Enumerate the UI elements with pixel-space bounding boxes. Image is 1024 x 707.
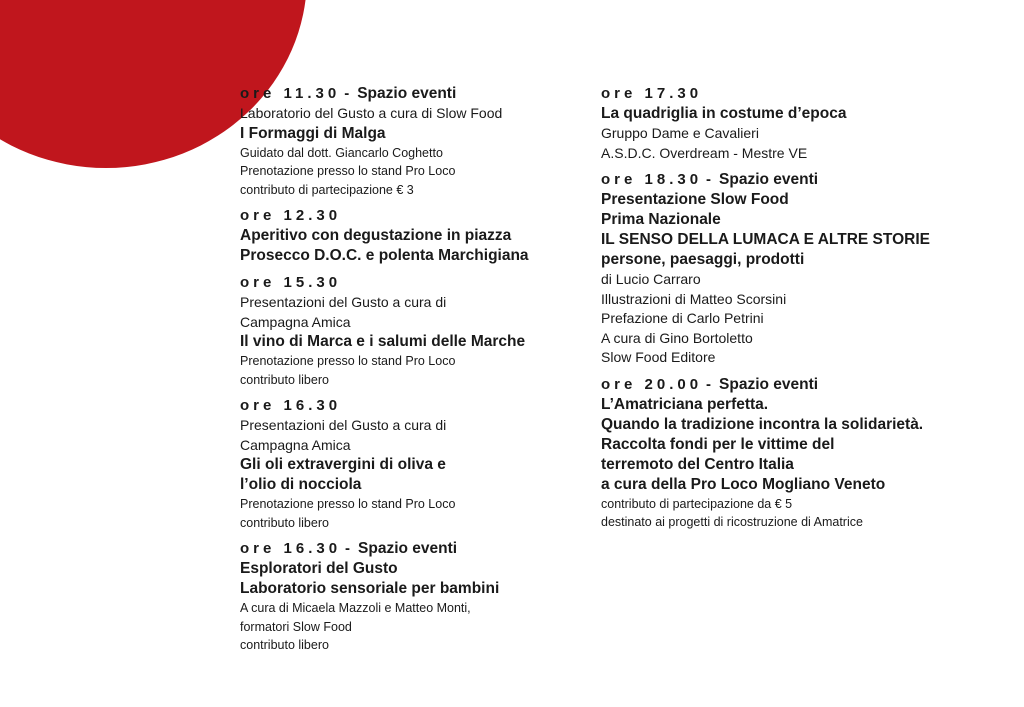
entry-title-line: Esploratori del Gusto [240, 560, 398, 577]
entry-detail-line: Prefazione di Carlo Petrini [601, 310, 764, 326]
entry-time: ore 16.30 [240, 397, 342, 414]
entry-title-line: Raccolta fondi per le vittime del [601, 435, 835, 453]
entry-title-line: terremoto del Centro Italia [601, 455, 794, 473]
entry-title-line: L’Amatriciana perfetta. [601, 395, 769, 413]
entry-place: Spazio eventi [357, 85, 457, 102]
entry-time: ore 18.30 [601, 171, 703, 188]
entry-title-line: Il vino di Marca e i salumi delle Marche [240, 333, 526, 350]
time-separator: - [344, 85, 350, 102]
entry-time-row [601, 84, 1001, 104]
entry-place: Spazio eventi [358, 540, 458, 557]
time-separator: - [345, 540, 351, 557]
entry-time: ore 17.30 [601, 85, 703, 102]
entry-detail-line: di Lucio Carraro [601, 271, 701, 287]
entry-title-line: a cura della Pro Loco Mogliano Veneto [601, 475, 886, 493]
entry-detail-line: Illustrazioni di Matteo Scorsini [601, 290, 787, 307]
entry-detail-line: contributo libero [240, 638, 329, 652]
entry-time-row [601, 375, 1001, 395]
entry-time: ore 11.30 [240, 85, 341, 102]
schedule-left-column [240, 84, 560, 662]
entry-time: ore 16.30 [240, 540, 342, 557]
entry-title-line: Prosecco D.O.C. e polenta Marchigiana [240, 247, 529, 264]
entry-title-line: persone, paesaggi, prodotti [601, 251, 805, 268]
schedule-right-column [601, 84, 1001, 539]
entry-title-line: Laboratorio sensoriale per bambini [240, 580, 500, 597]
entry-place: Spazio eventi [719, 171, 819, 188]
entry-time-row [240, 396, 560, 416]
entry-title-line: I Formaggi di Malga [240, 124, 386, 142]
entry-title-line: La quadriglia in costume d’epoca [601, 105, 847, 122]
entry-detail-line: Guidato dal dott. Giancarlo Coghetto [240, 145, 443, 160]
entry-time-row [240, 273, 560, 293]
entry-time: ore 20.00 [601, 375, 703, 393]
entry-title-line: IL SENSO DELLA LUMACA E ALTRE STORIE [601, 231, 930, 248]
time-separator: - [706, 375, 712, 393]
entry-title-line: l’olio di nocciola [240, 476, 362, 493]
entry-time-row [240, 539, 560, 559]
entry-detail-line: A.S.D.C. Overdream - Mestre VE [601, 144, 808, 161]
time-separator: - [706, 171, 712, 188]
entry-detail-line: Presentazioni del Gusto a cura di [240, 417, 447, 433]
entry-detail-line: Campagna Amica [240, 436, 351, 453]
entry-detail-line: formatori Slow Food [240, 619, 352, 634]
schedule-entry [601, 375, 1001, 532]
entry-time-row [601, 170, 1001, 190]
entry-title-line: Prima Nazionale [601, 211, 721, 228]
entry-place: Spazio eventi [719, 375, 819, 393]
entry-detail-line: A cura di Micaela Mazzoli e Matteo Monti, [240, 601, 471, 615]
schedule-entry [240, 396, 560, 532]
entry-detail-line: Laboratorio del Gusto a cura di Slow Food [240, 105, 503, 121]
entry-title-line: Quando la tradizione incontra la solidarietà. [601, 415, 924, 433]
entry-title-line: Presentazione Slow Food [601, 191, 789, 208]
entry-detail-line: Presentazioni del Gusto a cura di [240, 294, 447, 310]
entry-detail-line: contributo libero [240, 372, 329, 387]
entry-time: ore 15.30 [240, 274, 342, 291]
schedule-entry [601, 84, 1001, 163]
entry-title-line: Aperitivo con degustazione in piazza [240, 227, 512, 244]
entry-time: ore 12.30 [240, 207, 342, 224]
entry-detail-line: contributo di partecipazione € 3 [240, 182, 414, 197]
entry-title-line: Gli oli extravergini di oliva e [240, 456, 446, 473]
entry-detail-line: Gruppo Dame e Cavalieri [601, 125, 759, 141]
entry-detail-line: Prenotazione presso lo stand Pro Loco [240, 354, 456, 368]
schedule-entry [240, 273, 560, 389]
entry-detail-line: Campagna Amica [240, 313, 351, 330]
entry-detail-line: Prenotazione presso lo stand Pro Loco [240, 164, 456, 178]
entry-detail-line: A cura di Gino Bortoletto [601, 329, 753, 346]
entry-time-row [240, 206, 560, 226]
schedule-entry [240, 84, 560, 199]
schedule-entry [601, 170, 1001, 368]
entry-time-row [240, 84, 560, 104]
schedule-entry [240, 206, 560, 266]
entry-detail-line: destinato ai progetti di ricostruzione di Amatrice [601, 515, 863, 529]
entry-detail-line: contributo libero [240, 515, 329, 530]
entry-detail-line: contributo di partecipazione da € 5 [601, 496, 793, 511]
schedule-entry [240, 539, 560, 655]
entry-detail-line: Prenotazione presso lo stand Pro Loco [240, 497, 456, 511]
entry-detail-line: Slow Food Editore [601, 349, 716, 365]
